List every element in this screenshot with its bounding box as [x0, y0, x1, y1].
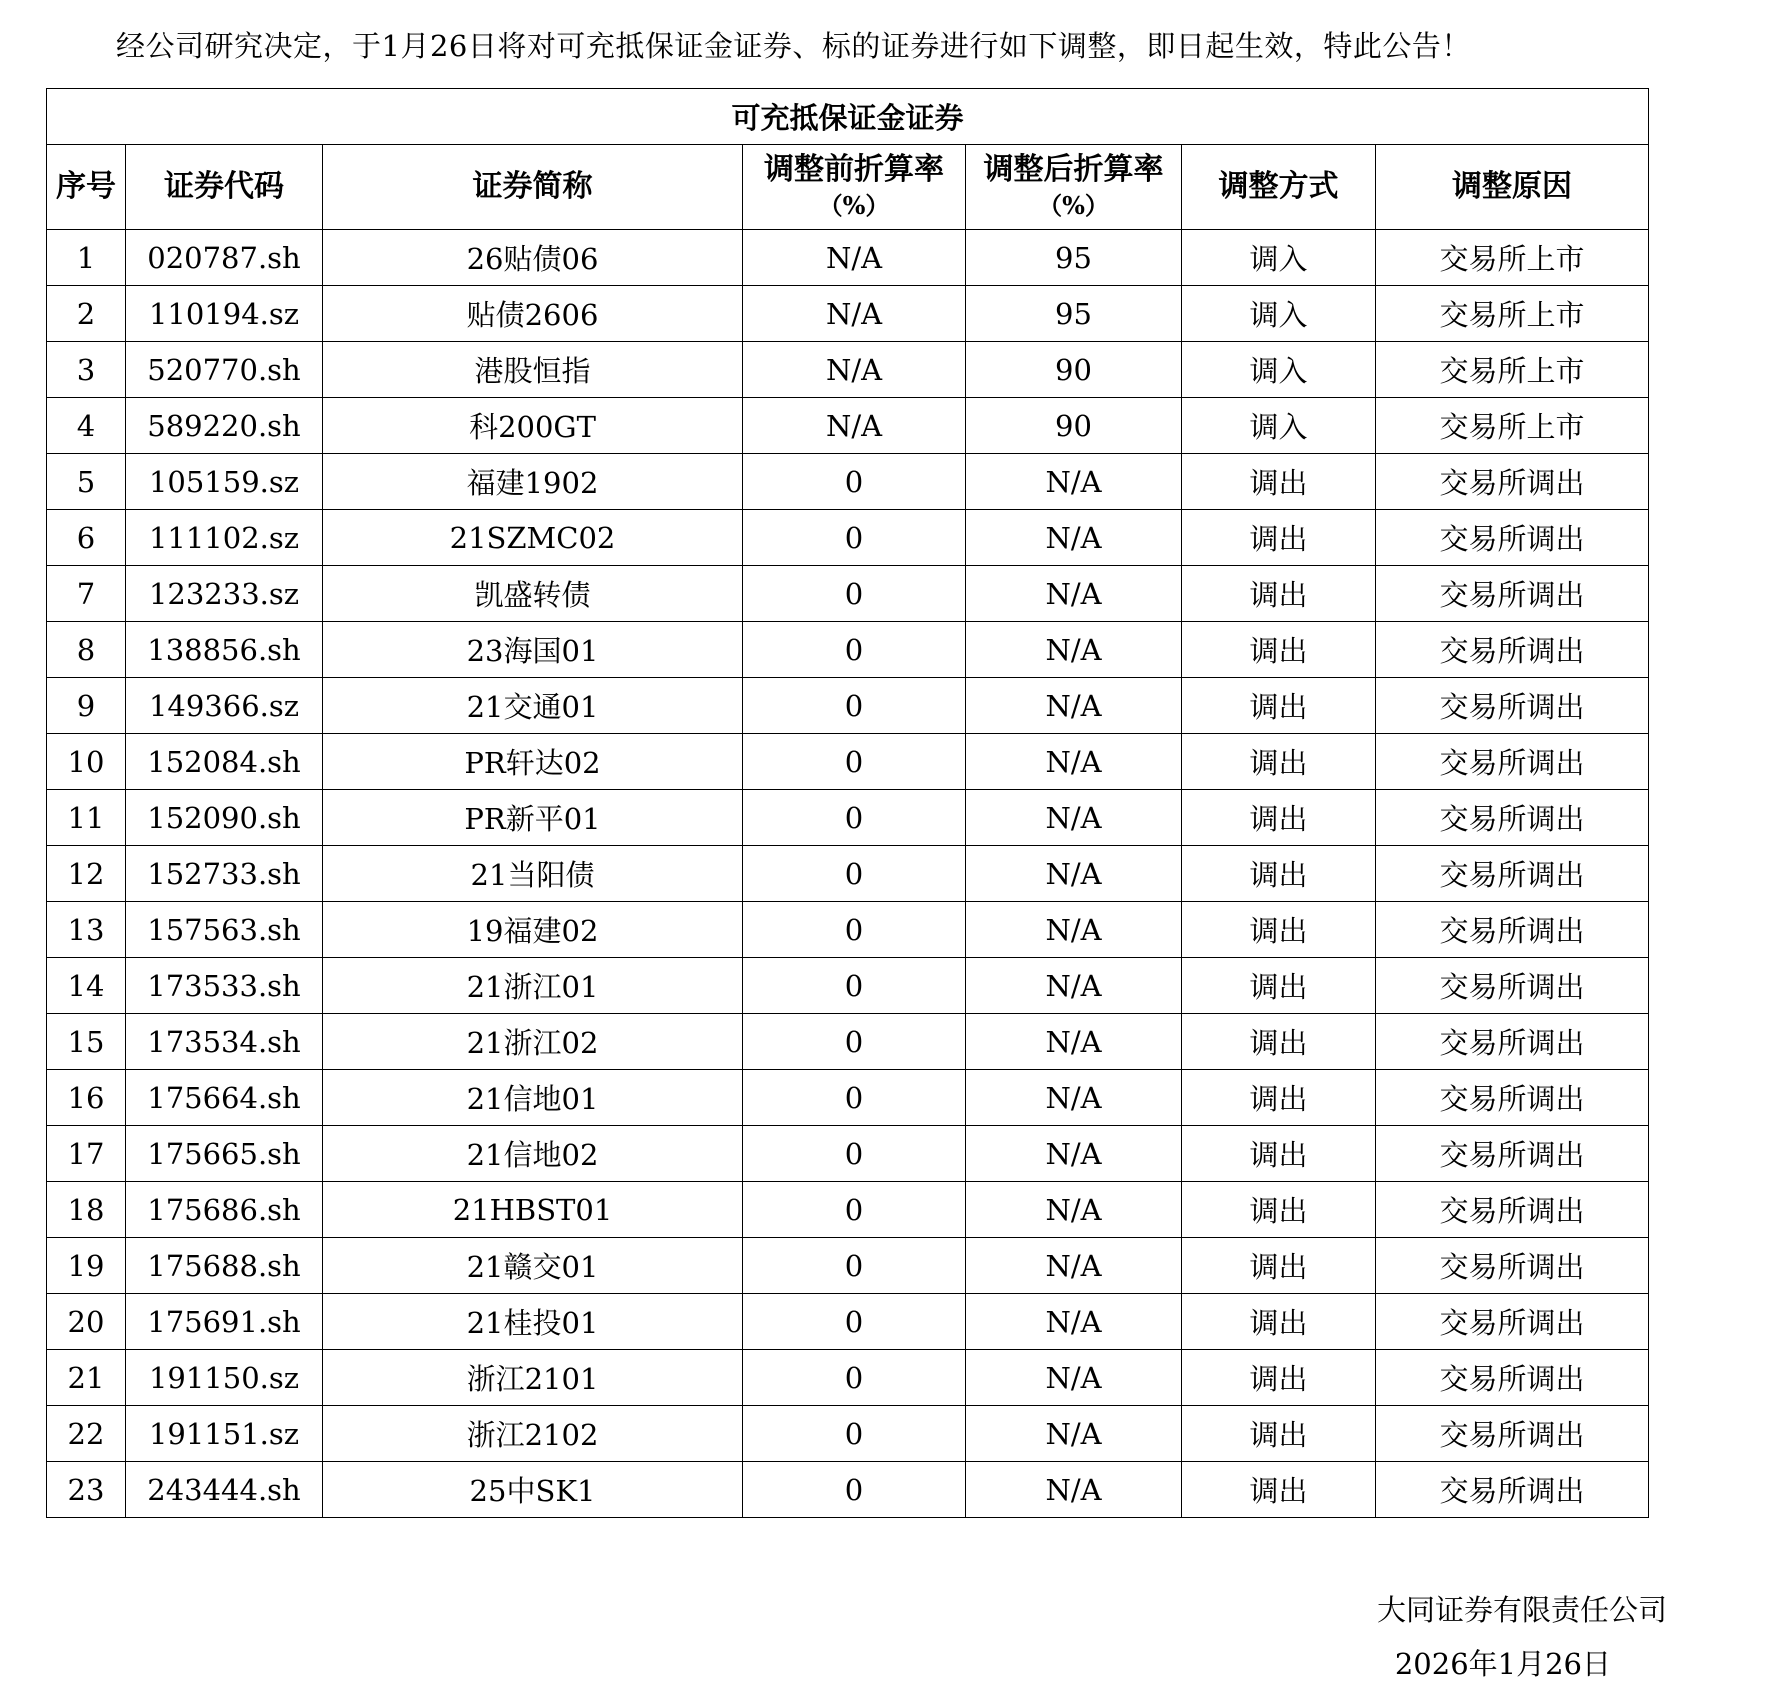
table-row	[47, 622, 1649, 678]
rate-after-cell: 95	[966, 286, 1182, 342]
table-row	[47, 678, 1649, 734]
table-row	[47, 1462, 1649, 1518]
table-row	[47, 510, 1649, 566]
code-cell: 173534.sh	[126, 1014, 323, 1070]
table-row	[47, 790, 1649, 846]
rate-before-cell: 0	[743, 510, 966, 566]
seq-cell: 3	[47, 342, 126, 398]
reason-cell: 交易所调出	[1376, 1182, 1649, 1238]
table-row	[47, 566, 1649, 622]
name-cell: 港股恒指	[323, 342, 743, 398]
rate-after-cell: N/A	[966, 846, 1182, 902]
reason-cell: 交易所调出	[1376, 846, 1649, 902]
table-row	[47, 958, 1649, 1014]
reason-cell: 交易所调出	[1376, 1350, 1649, 1406]
code-cell: 111102.sz	[126, 510, 323, 566]
code-cell: 175664.sh	[126, 1070, 323, 1126]
table-title: 可充抵保证金证券	[47, 89, 1649, 145]
rate-before-cell: 0	[743, 1462, 966, 1518]
code-cell: 191150.sz	[126, 1350, 323, 1406]
name-cell: 21赣交01	[323, 1238, 743, 1294]
rate-after-cell: N/A	[966, 734, 1182, 790]
reason-cell: 交易所调出	[1376, 454, 1649, 510]
method-cell: 调出	[1182, 902, 1376, 958]
rate-before-cell: 0	[743, 958, 966, 1014]
name-cell: 21HBST01	[323, 1182, 743, 1238]
table-row	[47, 1070, 1649, 1126]
code-cell: 020787.sh	[126, 230, 323, 286]
announcement-date: 2026年1月26日	[1394, 1647, 1611, 1681]
table-body	[47, 230, 1649, 1518]
code-cell: 105159.sz	[126, 454, 323, 510]
rate-before-cell: N/A	[743, 286, 966, 342]
name-cell: 贴债2606	[323, 286, 743, 342]
code-cell: 152084.sh	[126, 734, 323, 790]
reason-cell: 交易所上市	[1376, 398, 1649, 454]
table-row	[47, 1238, 1649, 1294]
name-cell: 26贴债06	[323, 230, 743, 286]
name-cell: PR轩达02	[323, 734, 743, 790]
rate-after-cell: N/A	[966, 1350, 1182, 1406]
seq-cell: 19	[47, 1238, 126, 1294]
method-cell: 调出	[1182, 1126, 1376, 1182]
code-cell: 175665.sh	[126, 1126, 323, 1182]
seq-cell: 20	[47, 1294, 126, 1350]
seq-cell: 6	[47, 510, 126, 566]
table-title-row	[47, 89, 1649, 145]
seq-cell: 15	[47, 1014, 126, 1070]
rate-after-cell: N/A	[966, 902, 1182, 958]
reason-cell: 交易所调出	[1376, 1238, 1649, 1294]
header-rate-before-label: 调整前折算率	[764, 152, 944, 187]
table-row	[47, 230, 1649, 286]
code-cell: 243444.sh	[126, 1462, 323, 1518]
rate-after-cell: N/A	[966, 678, 1182, 734]
rate-before-cell: 0	[743, 1406, 966, 1462]
header-rate-after-label: 调整后折算率	[983, 152, 1164, 187]
header-name: 证券简称	[323, 145, 743, 230]
header-reason: 调整原因	[1376, 145, 1649, 230]
rate-after-cell: N/A	[966, 510, 1182, 566]
reason-cell: 交易所调出	[1376, 622, 1649, 678]
name-cell: PR新平01	[323, 790, 743, 846]
header-rate-before-unit: （%）	[818, 191, 890, 220]
table-row	[47, 902, 1649, 958]
rate-after-cell: N/A	[966, 622, 1182, 678]
reason-cell: 交易所调出	[1376, 902, 1649, 958]
method-cell: 调入	[1182, 398, 1376, 454]
header-rate-after	[966, 145, 1182, 230]
method-cell: 调出	[1182, 678, 1376, 734]
company-signature: 大同证券有限责任公司	[1376, 1593, 1667, 1627]
seq-cell: 2	[47, 286, 126, 342]
rate-after-cell: N/A	[966, 566, 1182, 622]
rate-before-cell: 0	[743, 678, 966, 734]
code-cell: 149366.sz	[126, 678, 323, 734]
reason-cell: 交易所调出	[1376, 1070, 1649, 1126]
table-row	[47, 342, 1649, 398]
name-cell: 21当阳债	[323, 846, 743, 902]
rate-before-cell: 0	[743, 902, 966, 958]
name-cell: 科200GT	[323, 398, 743, 454]
rate-after-cell: N/A	[966, 1294, 1182, 1350]
table-row	[47, 398, 1649, 454]
rate-before-cell: 0	[743, 1070, 966, 1126]
rate-after-cell: N/A	[966, 958, 1182, 1014]
header-rate-before	[743, 145, 966, 230]
name-cell: 21浙江01	[323, 958, 743, 1014]
table-row	[47, 1350, 1649, 1406]
reason-cell: 交易所调出	[1376, 1406, 1649, 1462]
rate-before-cell: 0	[743, 846, 966, 902]
code-cell: 589220.sh	[126, 398, 323, 454]
seq-cell: 9	[47, 678, 126, 734]
name-cell: 21信地02	[323, 1126, 743, 1182]
seq-cell: 18	[47, 1182, 126, 1238]
reason-cell: 交易所调出	[1376, 566, 1649, 622]
collateral-securities-table	[46, 88, 1649, 1518]
rate-after-cell: 90	[966, 398, 1182, 454]
table-row	[47, 1126, 1649, 1182]
seq-cell: 8	[47, 622, 126, 678]
code-cell: 138856.sh	[126, 622, 323, 678]
code-cell: 175691.sh	[126, 1294, 323, 1350]
method-cell: 调出	[1182, 622, 1376, 678]
method-cell: 调出	[1182, 1294, 1376, 1350]
reason-cell: 交易所调出	[1376, 958, 1649, 1014]
rate-after-cell: N/A	[966, 1070, 1182, 1126]
code-cell: 123233.sz	[126, 566, 323, 622]
rate-before-cell: 0	[743, 1350, 966, 1406]
rate-before-cell: 0	[743, 454, 966, 510]
method-cell: 调出	[1182, 1406, 1376, 1462]
name-cell: 21SZMC02	[323, 510, 743, 566]
seq-cell: 4	[47, 398, 126, 454]
announcement-intro: 经公司研究决定，于1月26日将对可充抵保证金证券、标的证券进行如下调整，即日起生效，特此公告！	[116, 29, 1471, 63]
seq-cell: 13	[47, 902, 126, 958]
name-cell: 21信地01	[323, 1070, 743, 1126]
method-cell: 调出	[1182, 566, 1376, 622]
code-cell: 520770.sh	[126, 342, 323, 398]
seq-cell: 12	[47, 846, 126, 902]
name-cell: 浙江2101	[323, 1350, 743, 1406]
method-cell: 调出	[1182, 1182, 1376, 1238]
method-cell: 调出	[1182, 1238, 1376, 1294]
code-cell: 175688.sh	[126, 1238, 323, 1294]
rate-after-cell: N/A	[966, 1238, 1182, 1294]
reason-cell: 交易所调出	[1376, 790, 1649, 846]
code-cell: 175686.sh	[126, 1182, 323, 1238]
reason-cell: 交易所调出	[1376, 1126, 1649, 1182]
method-cell: 调出	[1182, 510, 1376, 566]
method-cell: 调出	[1182, 958, 1376, 1014]
rate-after-cell: 90	[966, 342, 1182, 398]
rate-before-cell: N/A	[743, 342, 966, 398]
rate-before-cell: N/A	[743, 230, 966, 286]
rate-before-cell: 0	[743, 566, 966, 622]
rate-before-cell: 0	[743, 1126, 966, 1182]
seq-cell: 17	[47, 1126, 126, 1182]
rate-before-cell: 0	[743, 790, 966, 846]
name-cell: 23海国01	[323, 622, 743, 678]
name-cell: 福建1902	[323, 454, 743, 510]
reason-cell: 交易所调出	[1376, 510, 1649, 566]
table-row	[47, 1182, 1649, 1238]
method-cell: 调出	[1182, 1070, 1376, 1126]
seq-cell: 5	[47, 454, 126, 510]
code-cell: 157563.sh	[126, 902, 323, 958]
method-cell: 调入	[1182, 342, 1376, 398]
rate-before-cell: 0	[743, 734, 966, 790]
method-cell: 调出	[1182, 846, 1376, 902]
seq-cell: 23	[47, 1462, 126, 1518]
name-cell: 浙江2102	[323, 1406, 743, 1462]
rate-after-cell: N/A	[966, 1462, 1182, 1518]
rate-after-cell: N/A	[966, 1126, 1182, 1182]
method-cell: 调出	[1182, 1350, 1376, 1406]
reason-cell: 交易所上市	[1376, 230, 1649, 286]
method-cell: 调入	[1182, 230, 1376, 286]
seq-cell: 22	[47, 1406, 126, 1462]
reason-cell: 交易所调出	[1376, 1462, 1649, 1518]
reason-cell: 交易所上市	[1376, 286, 1649, 342]
code-cell: 110194.sz	[126, 286, 323, 342]
seq-cell: 11	[47, 790, 126, 846]
name-cell: 25中SK1	[323, 1462, 743, 1518]
header-method: 调整方式	[1182, 145, 1376, 230]
rate-after-cell: N/A	[966, 1014, 1182, 1070]
reason-cell: 交易所调出	[1376, 678, 1649, 734]
rate-after-cell: N/A	[966, 454, 1182, 510]
reason-cell: 交易所上市	[1376, 342, 1649, 398]
reason-cell: 交易所调出	[1376, 734, 1649, 790]
method-cell: 调出	[1182, 790, 1376, 846]
rate-before-cell: 0	[743, 622, 966, 678]
rate-after-cell: 95	[966, 230, 1182, 286]
reason-cell: 交易所调出	[1376, 1294, 1649, 1350]
table-row	[47, 454, 1649, 510]
seq-cell: 7	[47, 566, 126, 622]
seq-cell: 21	[47, 1350, 126, 1406]
rate-after-cell: N/A	[966, 1182, 1182, 1238]
header-rate-after-unit: （%）	[1038, 191, 1109, 220]
table-row	[47, 1406, 1649, 1462]
rate-after-cell: N/A	[966, 790, 1182, 846]
name-cell: 21交通01	[323, 678, 743, 734]
table-row	[47, 1014, 1649, 1070]
code-cell: 152733.sh	[126, 846, 323, 902]
rate-after-cell: N/A	[966, 1406, 1182, 1462]
table-row	[47, 734, 1649, 790]
seq-cell: 1	[47, 230, 126, 286]
table-header-row	[47, 145, 1649, 230]
method-cell: 调入	[1182, 286, 1376, 342]
table-row	[47, 846, 1649, 902]
method-cell: 调出	[1182, 1462, 1376, 1518]
header-seq: 序号	[47, 145, 126, 230]
rate-before-cell: 0	[743, 1238, 966, 1294]
table-row	[47, 286, 1649, 342]
seq-cell: 14	[47, 958, 126, 1014]
header-code: 证券代码	[126, 145, 323, 230]
name-cell: 凯盛转债	[323, 566, 743, 622]
code-cell: 173533.sh	[126, 958, 323, 1014]
method-cell: 调出	[1182, 454, 1376, 510]
method-cell: 调出	[1182, 1014, 1376, 1070]
code-cell: 152090.sh	[126, 790, 323, 846]
name-cell: 19福建02	[323, 902, 743, 958]
table-row	[47, 1294, 1649, 1350]
rate-before-cell: 0	[743, 1294, 966, 1350]
rate-before-cell: 0	[743, 1014, 966, 1070]
code-cell: 191151.sz	[126, 1406, 323, 1462]
seq-cell: 10	[47, 734, 126, 790]
method-cell: 调出	[1182, 734, 1376, 790]
name-cell: 21浙江02	[323, 1014, 743, 1070]
rate-before-cell: 0	[743, 1182, 966, 1238]
rate-before-cell: N/A	[743, 398, 966, 454]
name-cell: 21桂投01	[323, 1294, 743, 1350]
seq-cell: 16	[47, 1070, 126, 1126]
reason-cell: 交易所调出	[1376, 1014, 1649, 1070]
